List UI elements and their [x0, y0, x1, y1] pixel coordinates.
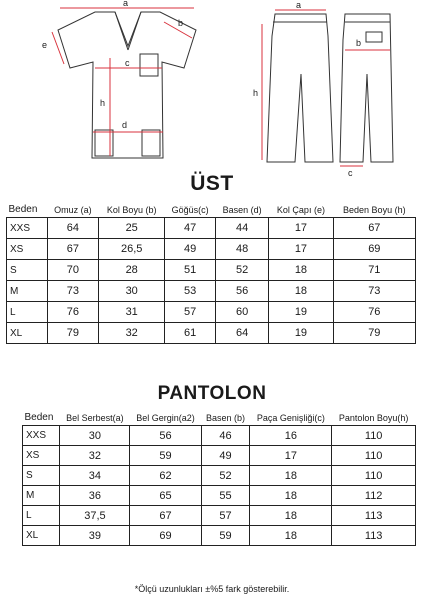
measurement-diagram: [0, 0, 424, 178]
value-cell: 70: [47, 260, 98, 281]
value-cell: 110: [332, 466, 416, 486]
value-cell: 31: [99, 302, 165, 323]
value-cell: 64: [216, 323, 269, 344]
value-cell: 49: [165, 239, 216, 260]
value-cell: 57: [201, 506, 250, 526]
value-cell: 110: [332, 426, 416, 446]
column-header: Göğüs(c): [171, 205, 209, 215]
value-cell: 112: [332, 486, 416, 506]
value-cell: 17: [250, 446, 332, 466]
value-cell: 49: [201, 446, 250, 466]
value-cell: 28: [99, 260, 165, 281]
value-cell: 67: [130, 506, 201, 526]
value-cell: 73: [333, 281, 415, 302]
column-header: Pantolon Boyu(h): [338, 413, 409, 423]
value-cell: 36: [60, 486, 130, 506]
value-cell: 53: [165, 281, 216, 302]
value-cell: 76: [333, 302, 415, 323]
value-cell: 52: [201, 466, 250, 486]
value-cell: 32: [60, 446, 130, 466]
value-cell: 67: [47, 239, 98, 260]
size-cell: XL: [23, 526, 60, 546]
value-cell: 51: [165, 260, 216, 281]
column-header: Beden: [8, 204, 38, 215]
column-header: Kol Çapı (e): [276, 205, 325, 215]
value-cell: 16: [250, 426, 332, 446]
size-cell: L: [7, 302, 48, 323]
table-row: [7, 260, 416, 281]
pants-label-h: h: [253, 88, 259, 98]
value-cell: 64: [47, 218, 98, 239]
value-cell: 30: [99, 281, 165, 302]
size-cell: XL: [7, 323, 48, 344]
value-cell: 17: [269, 239, 333, 260]
value-cell: 32: [99, 323, 165, 344]
value-cell: 18: [250, 526, 332, 546]
value-cell: 34: [60, 466, 130, 486]
value-cell: 18: [269, 260, 333, 281]
pants-size-table: [22, 413, 416, 546]
size-cell: XXS: [7, 218, 48, 239]
table-row: [23, 486, 416, 506]
size-cell: XXS: [23, 426, 60, 446]
value-cell: 59: [201, 526, 250, 546]
column-header: Kol Boyu (b): [106, 205, 157, 215]
table-row: [7, 281, 416, 302]
tolerance-note: *Ölçü uzunlukları ±%5 fark gösterebilir.: [134, 584, 290, 594]
value-cell: 67: [333, 218, 415, 239]
value-cell: 56: [130, 426, 201, 446]
column-header: Paça Genişliği(c): [256, 413, 325, 423]
value-cell: 62: [130, 466, 201, 486]
column-header: Beden: [24, 412, 54, 423]
label-c: c: [125, 58, 130, 68]
value-cell: 44: [216, 218, 269, 239]
size-cell: S: [23, 466, 60, 486]
column-header: Omuz (a): [54, 205, 92, 215]
label-a: a: [123, 0, 129, 8]
size-cell: M: [7, 281, 48, 302]
value-cell: 18: [250, 486, 332, 506]
value-cell: 19: [269, 302, 333, 323]
column-header: Bel Gergin(a2): [136, 413, 195, 423]
value-cell: 57: [165, 302, 216, 323]
label-h: h: [100, 98, 106, 108]
table-row: [7, 239, 416, 260]
value-cell: 46: [201, 426, 250, 446]
value-cell: 18: [269, 281, 333, 302]
column-header: Bel Serbest(a): [66, 413, 124, 423]
size-cell: M: [23, 486, 60, 506]
pants-label-a: a: [296, 0, 302, 10]
value-cell: 113: [332, 526, 416, 546]
table-header-row: [7, 205, 416, 218]
size-cell: L: [23, 506, 60, 526]
value-cell: 19: [269, 323, 333, 344]
pants-label-b: b: [356, 38, 362, 48]
table-header-row: [23, 413, 416, 426]
value-cell: 79: [47, 323, 98, 344]
table-row: [23, 446, 416, 466]
value-cell: 76: [47, 302, 98, 323]
value-cell: 65: [130, 486, 201, 506]
value-cell: 61: [165, 323, 216, 344]
value-cell: 18: [250, 466, 332, 486]
table-row: [7, 302, 416, 323]
value-cell: 30: [60, 426, 130, 446]
value-cell: 79: [333, 323, 415, 344]
value-cell: 56: [216, 281, 269, 302]
value-cell: 59: [130, 446, 201, 466]
table-row: [7, 218, 416, 239]
value-cell: 39: [60, 526, 130, 546]
value-cell: 69: [130, 526, 201, 546]
column-header: Beden Boyu (h): [343, 205, 406, 215]
table-row: [7, 323, 416, 344]
value-cell: 18: [250, 506, 332, 526]
value-cell: 110: [332, 446, 416, 466]
label-d: d: [122, 120, 128, 130]
value-cell: 48: [216, 239, 269, 260]
size-cell: XS: [7, 239, 48, 260]
value-cell: 17: [269, 218, 333, 239]
scrub-top-measure-lines: [52, 8, 194, 156]
value-cell: 73: [47, 281, 98, 302]
pants-label-c: c: [348, 168, 353, 178]
scrub-pants-measure-lines: [262, 10, 390, 166]
column-header: Basen (d): [222, 205, 262, 215]
label-b: b: [178, 18, 184, 28]
pants-size-title: PANTOLON: [157, 383, 267, 404]
size-cell: XS: [23, 446, 60, 466]
value-cell: 113: [332, 506, 416, 526]
table-row: [23, 466, 416, 486]
value-cell: 26,5: [99, 239, 165, 260]
value-cell: 55: [201, 486, 250, 506]
size-cell: S: [7, 260, 48, 281]
table-row: [23, 426, 416, 446]
value-cell: 69: [333, 239, 415, 260]
scrub-top-illustration: [58, 12, 196, 158]
scrub-pants-illustration: [267, 14, 393, 162]
table-row: [23, 506, 416, 526]
value-cell: 47: [165, 218, 216, 239]
value-cell: 71: [333, 260, 415, 281]
column-header: Basen (b): [205, 413, 245, 423]
value-cell: 37,5: [60, 506, 130, 526]
top-size-title: ÜST: [190, 172, 234, 195]
value-cell: 25: [99, 218, 165, 239]
label-e: e: [42, 40, 48, 50]
table-row: [23, 526, 416, 546]
value-cell: 60: [216, 302, 269, 323]
top-size-table: [6, 205, 416, 344]
value-cell: 52: [216, 260, 269, 281]
